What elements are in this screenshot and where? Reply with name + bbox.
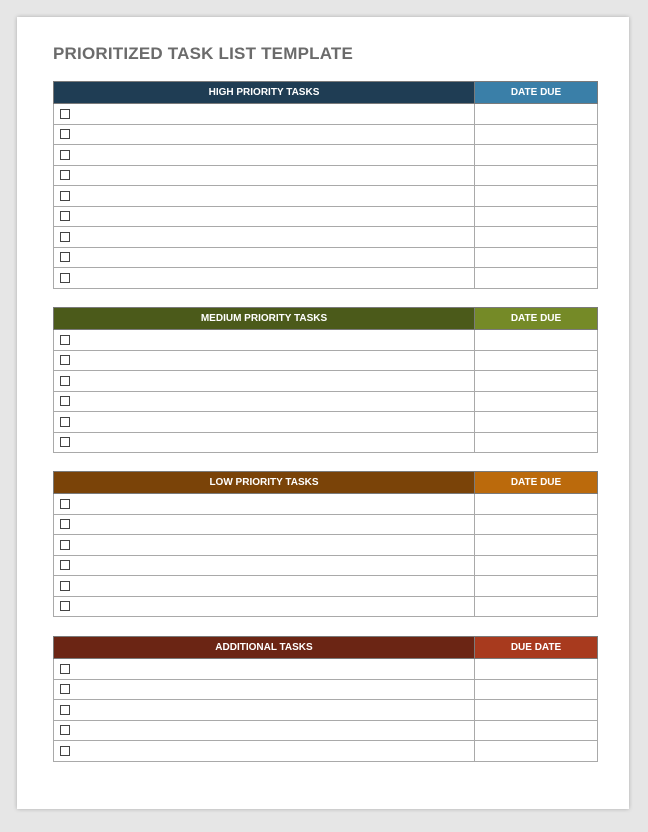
date-due-cell[interactable]: [475, 391, 598, 412]
task-cell[interactable]: [54, 371, 475, 392]
task-row: [54, 206, 598, 227]
task-checkbox[interactable]: [60, 376, 70, 386]
date-column-header: DATE DUE: [475, 472, 598, 494]
date-due-cell[interactable]: [475, 432, 598, 453]
date-due-cell[interactable]: [475, 330, 598, 351]
task-checkbox[interactable]: [60, 335, 70, 345]
task-row: [54, 555, 598, 576]
date-due-cell[interactable]: [475, 350, 598, 371]
medium-priority-table: [53, 307, 598, 453]
task-row: [54, 741, 598, 762]
date-due-cell[interactable]: [475, 165, 598, 186]
date-column-header: DATE DUE: [475, 82, 598, 104]
task-row: [54, 596, 598, 617]
task-checkbox[interactable]: [60, 664, 70, 674]
task-checkbox[interactable]: [60, 540, 70, 550]
task-row: [54, 494, 598, 515]
task-checkbox[interactable]: [60, 519, 70, 529]
date-due-cell[interactable]: [475, 104, 598, 125]
task-row: [54, 227, 598, 248]
date-column-header: DUE DATE: [475, 637, 598, 659]
task-checkbox[interactable]: [60, 355, 70, 365]
task-cell[interactable]: [54, 555, 475, 576]
task-row: [54, 700, 598, 721]
date-due-cell[interactable]: [475, 124, 598, 145]
task-cell[interactable]: [54, 165, 475, 186]
date-due-cell[interactable]: [475, 371, 598, 392]
task-cell[interactable]: [54, 700, 475, 721]
task-column-header: MEDIUM PRIORITY TASKS: [54, 308, 475, 330]
task-row: [54, 391, 598, 412]
task-cell[interactable]: [54, 720, 475, 741]
date-due-cell[interactable]: [475, 494, 598, 515]
task-cell[interactable]: [54, 186, 475, 207]
date-due-cell[interactable]: [475, 679, 598, 700]
task-cell[interactable]: [54, 391, 475, 412]
task-cell[interactable]: [54, 679, 475, 700]
task-checkbox[interactable]: [60, 232, 70, 242]
task-checkbox[interactable]: [60, 581, 70, 591]
task-checkbox[interactable]: [60, 273, 70, 283]
date-due-cell[interactable]: [475, 514, 598, 535]
task-row: [54, 720, 598, 741]
date-due-cell[interactable]: [475, 576, 598, 597]
task-row: [54, 659, 598, 680]
task-row: [54, 165, 598, 186]
task-row: [54, 371, 598, 392]
task-cell[interactable]: [54, 514, 475, 535]
task-row: [54, 412, 598, 433]
task-column-header: LOW PRIORITY TASKS: [54, 472, 475, 494]
task-cell[interactable]: [54, 206, 475, 227]
task-checkbox[interactable]: [60, 725, 70, 735]
task-row: [54, 104, 598, 125]
date-due-cell[interactable]: [475, 555, 598, 576]
task-cell[interactable]: [54, 412, 475, 433]
task-row: [54, 576, 598, 597]
task-checkbox[interactable]: [60, 684, 70, 694]
task-cell[interactable]: [54, 494, 475, 515]
date-due-cell[interactable]: [475, 659, 598, 680]
date-due-cell[interactable]: [475, 145, 598, 166]
task-row: [54, 350, 598, 371]
task-cell[interactable]: [54, 268, 475, 289]
task-cell[interactable]: [54, 576, 475, 597]
additional-tasks-table: [53, 636, 598, 762]
task-row: [54, 514, 598, 535]
date-due-cell[interactable]: [475, 700, 598, 721]
task-cell[interactable]: [54, 535, 475, 556]
task-checkbox[interactable]: [60, 252, 70, 262]
task-checkbox[interactable]: [60, 705, 70, 715]
task-cell[interactable]: [54, 227, 475, 248]
task-cell[interactable]: [54, 350, 475, 371]
task-checkbox[interactable]: [60, 417, 70, 427]
task-checkbox[interactable]: [60, 170, 70, 180]
task-checkbox[interactable]: [60, 150, 70, 160]
date-column-header: DATE DUE: [475, 308, 598, 330]
task-checkbox[interactable]: [60, 499, 70, 509]
task-column-header: HIGH PRIORITY TASKS: [54, 82, 475, 104]
task-checkbox[interactable]: [60, 601, 70, 611]
date-due-cell[interactable]: [475, 535, 598, 556]
task-checkbox[interactable]: [60, 129, 70, 139]
high-priority-table: [53, 81, 598, 289]
low-priority-table: [53, 471, 598, 617]
task-cell[interactable]: [54, 432, 475, 453]
task-cell[interactable]: [54, 330, 475, 351]
date-due-cell[interactable]: [475, 412, 598, 433]
task-cell[interactable]: [54, 741, 475, 762]
date-due-cell[interactable]: [475, 206, 598, 227]
date-due-cell[interactable]: [475, 741, 598, 762]
date-due-cell[interactable]: [475, 247, 598, 268]
task-row: [54, 186, 598, 207]
task-column-header: ADDITIONAL TASKS: [54, 637, 475, 659]
task-cell[interactable]: [54, 596, 475, 617]
task-row: [54, 330, 598, 351]
document-page: [17, 17, 629, 809]
task-checkbox[interactable]: [60, 211, 70, 221]
date-due-cell[interactable]: [475, 596, 598, 617]
task-checkbox[interactable]: [60, 109, 70, 119]
task-row: [54, 145, 598, 166]
task-checkbox[interactable]: [60, 746, 70, 756]
task-row: [54, 432, 598, 453]
task-row: [54, 124, 598, 145]
task-row: [54, 679, 598, 700]
task-cell[interactable]: [54, 104, 475, 125]
task-row: [54, 535, 598, 556]
task-checkbox[interactable]: [60, 437, 70, 447]
date-due-cell[interactable]: [475, 186, 598, 207]
task-row: [54, 247, 598, 268]
date-due-cell[interactable]: [475, 268, 598, 289]
task-checkbox[interactable]: [60, 560, 70, 570]
task-cell[interactable]: [54, 124, 475, 145]
date-due-cell[interactable]: [475, 227, 598, 248]
task-cell[interactable]: [54, 145, 475, 166]
date-due-cell[interactable]: [475, 720, 598, 741]
task-checkbox[interactable]: [60, 396, 70, 406]
task-row: [54, 268, 598, 289]
task-checkbox[interactable]: [60, 191, 70, 201]
task-cell[interactable]: [54, 659, 475, 680]
page-title: PRIORITIZED TASK LIST TEMPLATE: [53, 44, 354, 63]
task-cell[interactable]: [54, 247, 475, 268]
